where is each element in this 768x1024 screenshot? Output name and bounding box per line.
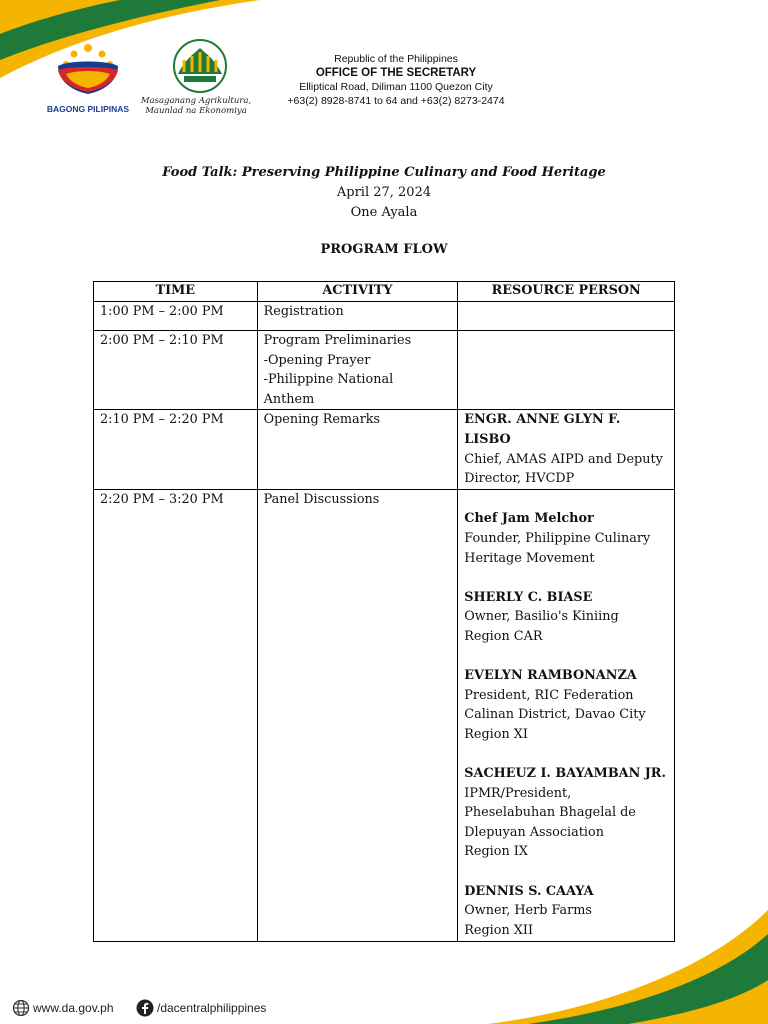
- footer: [12, 996, 312, 1018]
- facebook-icon: [136, 999, 154, 1017]
- resource-person-role: Director, HVCDP: [464, 471, 575, 487]
- table-header-row: [94, 282, 675, 302]
- activity-line: Program Preliminaries: [263, 333, 412, 348]
- activity-line: Anthem: [263, 391, 315, 407]
- panelist-name: EVELYN RAMBONANZA: [464, 668, 637, 684]
- letterhead: [40, 36, 760, 126]
- da-tagline: [136, 96, 256, 116]
- time-cell: 2:00 PM – 2:10 PM: [94, 331, 258, 410]
- event-date: April 27, 2024: [336, 185, 432, 200]
- table-row: [94, 331, 675, 410]
- activity-line: -Opening Prayer: [263, 352, 371, 368]
- resource-person-cell: [458, 489, 675, 941]
- time-cell: 2:10 PM – 2:20 PM: [94, 410, 258, 489]
- panelist-role: Founder, Philippine Culinary: [464, 530, 651, 546]
- resource-person-cell: [458, 331, 675, 410]
- event-info: [0, 163, 768, 223]
- panelist-name: SACHEUZ I. BAYAMBAN JR.: [464, 766, 666, 782]
- resource-person-cell: [458, 410, 675, 489]
- bagong-pilipinas-label: BAGONG PILIPINAS: [46, 104, 130, 114]
- panelist-role: Region CAR: [464, 628, 543, 644]
- panelist-role: Dlepuyan Association: [464, 824, 604, 840]
- panelist-name: Chef Jam Melchor: [464, 511, 594, 527]
- website-link[interactable]: www.da.gov.ph: [33, 1001, 114, 1015]
- panelist-role: Owner, Basilio's Kiniing: [464, 609, 619, 625]
- office-address: Elliptical Road, Diliman 1100 Quezon City: [299, 81, 493, 93]
- panelist-role: Calinan District, Davao City: [464, 707, 646, 723]
- program-flow-heading: PROGRAM FLOW: [320, 242, 448, 257]
- office-name: OFFICE OF THE SECRETARY: [315, 67, 477, 79]
- event-title: Food Talk: Preserving Philippine Culinary and Food Heritage: [162, 165, 606, 180]
- header-time: TIME: [94, 282, 258, 302]
- header-activity: ACTIVITY: [257, 282, 458, 302]
- office-address-block: [266, 52, 526, 108]
- activity-cell: Registration: [257, 302, 458, 331]
- header-resource-person: RESOURCE PERSON: [458, 282, 675, 302]
- activity-cell: Opening Remarks: [257, 410, 458, 489]
- panelist-role: Region XII: [464, 922, 534, 938]
- activity-cell: Panel Discussions: [257, 489, 458, 941]
- resource-person-name: ENGR. ANNE GLYN F. LISBO: [464, 412, 621, 447]
- time-cell: 1:00 PM – 2:00 PM: [94, 302, 258, 331]
- footer-website[interactable]: [12, 999, 114, 1017]
- table-row: [94, 410, 675, 489]
- activity-line: -Philippine National: [263, 372, 394, 388]
- activity-cell: [257, 331, 458, 410]
- da-tagline-line1: Masaganang Agrikultura,: [140, 96, 252, 106]
- office-phone: +63(2) 8928-8741 to 64 and +63(2) 8273-2474: [287, 95, 505, 107]
- resource-person-cell: [458, 302, 675, 331]
- panelist-role: Owner, Herb Farms: [464, 903, 592, 919]
- panelist-role: Region IX: [464, 844, 528, 860]
- footer-facebook[interactable]: [136, 999, 266, 1017]
- facebook-link[interactable]: /dacentralphilippines: [157, 1001, 267, 1015]
- da-tagline-line2: Maunlad na Ekonomiya: [145, 106, 247, 116]
- panelist-name: SHERLY C. BIASE: [464, 589, 593, 605]
- event-venue: One Ayala: [350, 205, 418, 220]
- panelist-role: Heritage Movement: [464, 550, 595, 566]
- panelist-role: Pheselabuhan Bhagelal de: [464, 805, 636, 821]
- panelist-role: IPMR/President,: [464, 785, 572, 801]
- department-of-agriculture-logo: [162, 36, 238, 102]
- republic-label: Republic of the Philippines: [334, 53, 458, 65]
- table-row: [94, 302, 675, 331]
- panelist-role: President, RIC Federation: [464, 687, 634, 703]
- panelist-role: Region XI: [464, 726, 528, 742]
- time-cell: 2:20 PM – 3:20 PM: [94, 489, 258, 941]
- panelist-name: DENNIS S. CAAYA: [464, 883, 594, 899]
- resource-person-role: Chief, AMAS AIPD and Deputy: [464, 451, 663, 467]
- table-row: [94, 489, 675, 941]
- globe-icon: [12, 999, 30, 1017]
- program-table: [93, 281, 675, 942]
